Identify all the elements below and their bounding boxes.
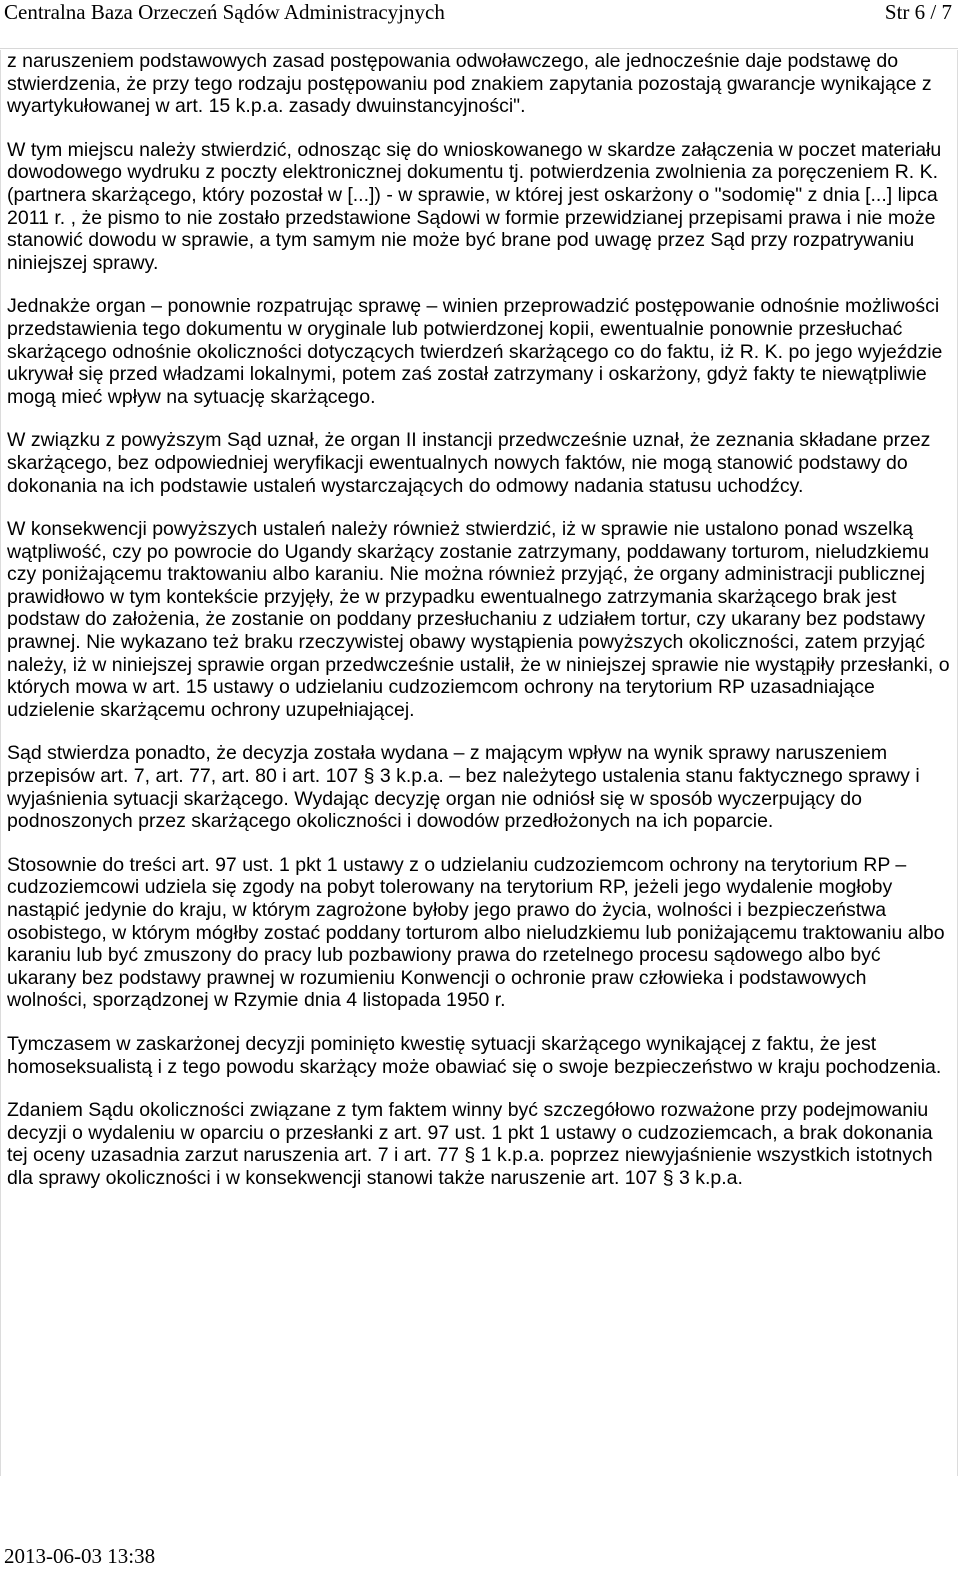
- paragraph-6: Sąd stwierdza ponadto, że decyzja została wydana – z mającym wpływ na wynik sprawy naruszeniem przepisów art. 7, art. 77, art. 80 i art. 107 § 3 k.p.a. – bez należytego ustalenia stanu faktycznego sprawy i wyjaśnienia sytuacji skarżącego. Wydając decyzję organ nie odniósł się w sposób wyczerpujący do podnoszonych przez skarżącego okoliczności i dowodów przedłożonych na ich poparcie.: [7, 742, 920, 833]
- paragraph-3: Jednakże organ – ponownie rozpatrując sprawę – winien przeprowadzić postępowanie odnośnie możliwości przedstawienia tego dokumentu w oryginale lub potwierdzonej kopii, ewentualnie ponownie przesłuchać skarżącego odnośnie okoliczności dotyczących twierdzeń skarżącego co do faktu, iż R. K. po jego wyjeździe ukrywał się przed władzami lokalnymi, potem zaś został zatrzymany i oskarżony, gdyż fakty te niewątpliwie mogą mieć wpływ na sytuację skarżącego.: [7, 295, 943, 408]
- document-source-title: Centralna Baza Orzeczeń Sądów Administracyjnych: [4, 0, 445, 24]
- paragraph-4: W związku z powyższym Sąd uznał, że organ II instancji przedwcześnie uznał, że zeznania składane przez skarżącego, bez odpowiedniej weryfikacji ewentualnych nowych faktów, nie mogą stanowić podstawy do dokonania na ich podstawie ustaleń wystarczających do odmowy nadania statusu uchodźcy.: [7, 429, 931, 497]
- page-header: [0, 0, 960, 30]
- paragraph-2: W tym miejscu należy stwierdzić, odnosząc się do wnioskowanego w skardze załączenia w poczet materiału dowodowego wydruku z poczty elektronicznej dokumentu tj. potwierdzenia zwolnienia za poręczeniem R. K. (partnera skarżącego, który pozostał w [...]) - w sprawie, w której jest oskarżony o "sodomię" z dnia [...] lipca 2011 r. , że pismo to nie zostało przedstawione Sądowi w formie przewidzianej przepisami prawa i nie może stanowić dowodu w sprawie, a tym samym nie może być brane pod uwagę przez Sąd przy rozpatrywaniu niniejszej sprawy.: [7, 138, 942, 274]
- paragraph-1: z naruszeniem podstawowych zasad postępowania odwoławczego, ale jednocześnie daje podstawę do stwierdzenia, że przy tego rodzaju postępowaniu pod znakiem zapytania pozostają gwarancje wynikające z wyartykułowanej w art. 15 k.p.a. zasady dwuinstancyjności".: [7, 50, 932, 118]
- paragraph-5: W konsekwencji powyższych ustaleń należy również stwierdzić, iż w sprawie nie ustalono ponad wszelką wątpliwość, czy po powrocie do Ugandy skarżący zostanie zatrzymany, poddawany torturom, nieludzkiemu czy poniżającemu traktowaniu albo karaniu. Nie można również przyjąć, że organy administracji publicznej prawidłowo w tym kontekście przyjęły, że w przypadku ewentualnego zatrzymania skarżącego brak jest podstaw do założenia, że zostanie on poddany przesłuchaniu z udziałem tortur, czy ukarany bez podstawy prawnej. Nie wykazano też braku rzeczywistej obawy wystąpienia powyższych okoliczności, zatem przyjąć należy, iż w niniejszej sprawie organ przedwcześnie ustalił, że w niniejszej sprawie nie wystąpiły przesłanki, o których mowa w art. 15 ustawy o udzielaniu cudzoziemcom ochrony na terytorium RP uzasadniające udzielenie skarżącemu ochrony uzupełniającej.: [7, 518, 950, 721]
- print-timestamp: 2013-06-03 13:38: [4, 1544, 156, 1568]
- paragraph-9: Zdaniem Sądu okoliczności związane z tym faktem winny być szczegółowo rozważone przy podejmowaniu decyzji o wydaleniu w oparciu o przesłanki z art. 97 ust. 1 pkt 1 ustawy o cudzoziemcach, a brak dokonania tej oceny uzasadnia zarzut naruszenia art. 7 i art. 77 § 1 k.p.a. poprzez niewyjaśnienie wszystkich istotnych dla sprawy okoliczności i w konsekwencji stanowi także naruszenie art. 107 § 3 k.p.a.: [7, 1099, 933, 1189]
- page-number: Str 6 / 7: [884, 0, 952, 24]
- paragraph-7: Stosownie do treści art. 97 ust. 1 pkt 1 ustawy z o udzielaniu cudzoziemcom ochrony na terytorium RP – cudzoziemcowi udziela się zgody na pobyt tolerowany na terytorium RP, jeżeli jego wydalenie mogłoby nastąpić jedynie do kraju, w którym zagrożone byłoby jego prawo do życia, wolności i bezpieczeństwa osobistego, w którym mógłby zostać poddany torturom albo nieludzkiemu lub poniżającemu traktowaniu albo karaniu lub być zmuszony do pracy lub pozbawiony prawa do rzetelnego procesu sądowego albo być ukarany bez podstawy prawnej w rozumieniu Konwencji o ochronie praw człowieka i podstawowych wolności, sporządzonej w Rzymie dnia 4 listopada 1950 r.: [7, 853, 945, 1012]
- judgment-body: [7, 50, 951, 1211]
- header-divider: [0, 48, 958, 49]
- paragraph-8: Tymczasem w zaskarżonej decyzji pominięto kwestię sytuacji skarżącego wynikającej z faktu, że jest homoseksualistą i z tego powodu skarżący może obawiać się o swoje bezpieczeństwo w kraju pochodzenia.: [7, 1032, 942, 1078]
